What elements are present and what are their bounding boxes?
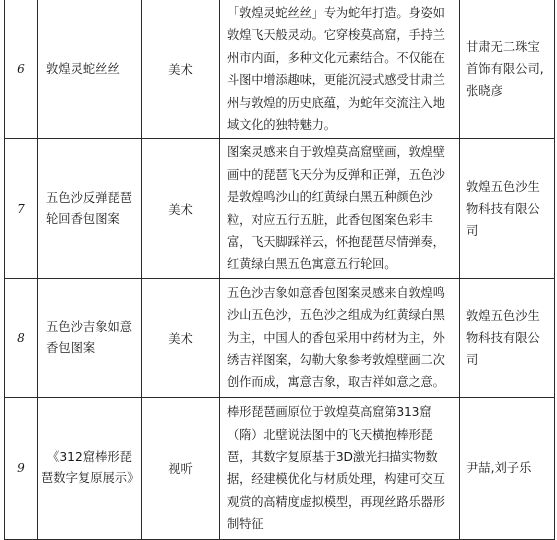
work-name: 敦煌灵蛇丝丝 [38, 0, 142, 139]
table-row [5, 278, 555, 397]
table-row [5, 0, 555, 139]
table-row [5, 139, 555, 278]
work-description: 图案灵感来自于敦煌莫高窟壁画，敦煌壁画中的琵琶飞天分为反弹和正弹，五色沙是敦煌鸣沙山的红黄绿白黑五种颜色沙粒，对应五行五脏，此香包图案色彩丰富，飞天脚踩祥云，怀抱琵琶尽情弹奏，红黄绿白黑五色寓意五行轮回。 [220, 139, 460, 278]
work-description: 五色沙吉象如意香包图案灵感来自敦煌鸣沙山五色沙，五色沙之组成为红黄绿白黑为主，中国人的香包采用中药材为主，外绣吉祥图案，勾勒大象参考敦煌壁画二次创作而成，寓意吉象，取吉祥如意之意。 [220, 278, 460, 397]
work-category: 美术 [142, 0, 220, 139]
work-owner: 尹喆,刘子乐 [460, 397, 555, 539]
row-index: 9 [5, 397, 38, 539]
work-name: 五色沙反弹琵琶轮回香包图案 [38, 139, 142, 278]
work-owner: 敦煌五色沙生物科技有限公司 [460, 278, 555, 397]
work-owner: 敦煌五色沙生物科技有限公司 [460, 139, 555, 278]
row-index: 7 [5, 139, 38, 278]
work-name: 《312窟棒形琵琶数字复原展示》 [38, 397, 142, 539]
work-description: 棒形琵琶画原位于敦煌莫高窟第313窟（隋）北壁说法图中的飞天横抱棒形琵琶，其数字复原基于3D激光扫描实物数据，经建模优化与材质处理，构建可交互观赏的高精度虚拟模型，再现丝路乐器形制特征 [220, 397, 460, 539]
table-row [5, 397, 555, 539]
work-name: 五色沙吉象如意香包图案 [38, 278, 142, 397]
row-index: 8 [5, 278, 38, 397]
work-category: 美术 [142, 139, 220, 278]
work-category: 美术 [142, 278, 220, 397]
work-description: 「敦煌灵蛇丝丝」专为蛇年打造。身姿如敦煌飞天般灵动。它穿梭莫高窟，手持兰州市内面，多种文化元素结合。不仅能在斗图中增添趣味，更能沉浸式感受甘肃兰州与敦煌的历史底蕴，为蛇年交流注入地域文化的独特魅力。 [220, 0, 460, 139]
row-index: 6 [5, 0, 38, 139]
works-table [4, 0, 555, 540]
work-owner: 甘肃无二珠宝首饰有限公司,张晓彦 [460, 0, 555, 139]
work-category: 视听 [142, 397, 220, 539]
